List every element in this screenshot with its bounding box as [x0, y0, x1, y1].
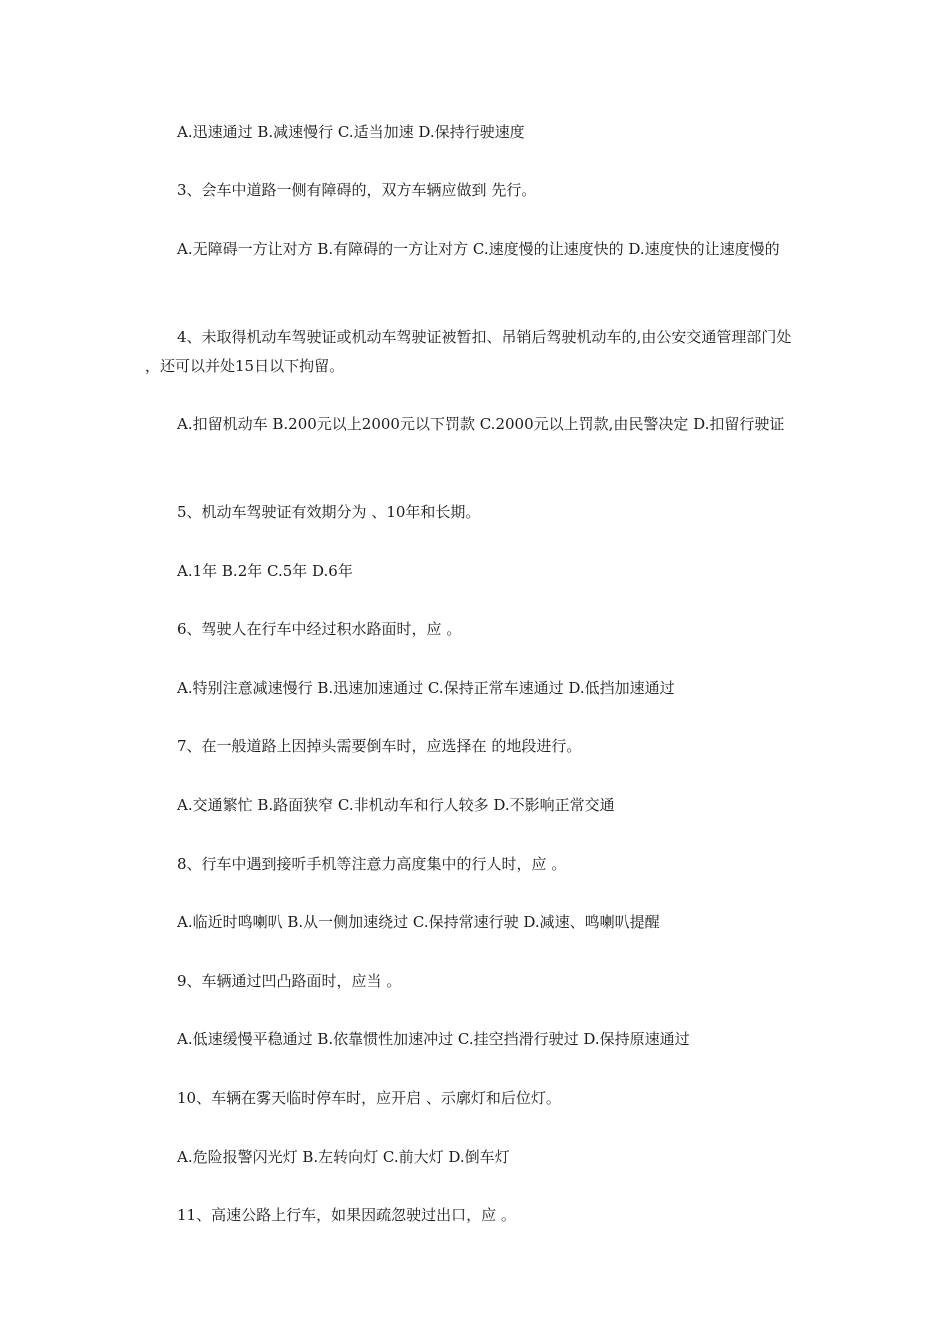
answer-options-q7: A.交通繁忙 B.路面狭窄 C.非机动车和行人较多 D.不影响正常交通: [177, 796, 615, 814]
question-11: 11、高速公路上行车，如果因疏忽驶过出口，应 。: [177, 1206, 516, 1224]
question-3: 3、会车中道路一侧有障碍的，双方车辆应做到 先行。: [177, 181, 537, 199]
answer-options-q6: A.特别注意减速慢行 B.迅速加速通过 C.保持正常车速通过 D.低挡加速通过: [177, 679, 675, 697]
answer-options-q5: A.1年 B.2年 C.5年 D.6年: [177, 562, 353, 580]
answer-options-q2: A.迅速通过 B.减速慢行 C.适当加速 D.保持行驶速度: [177, 123, 525, 141]
question-10: 10、车辆在雾天临时停车时，应开启 、示廓灯和后位灯。: [177, 1089, 561, 1107]
question-4: 4、未取得机动车驾驶证或机动车驾驶证被暂扣、吊销后驾驶机动车的,由公安交通管理部门处 ，还可以并处15日以下拘留。: [145, 328, 792, 375]
answer-options-q4: A.扣留机动车 B.200元以上2000元以下罚款 C.2000元以上罚款,由民警决定 D.扣留行驶证: [177, 415, 785, 433]
question-5: 5、机动车驾驶证有效期分为 、10年和长期。: [177, 503, 481, 521]
question-9: 9、车辆通过凹凸路面时，应当 。: [177, 972, 402, 990]
answer-options-q10: A.危险报警闪光灯 B.左转向灯 C.前大灯 D.倒车灯: [177, 1148, 510, 1166]
answer-options-q9: A.低速缓慢平稳通过 B.依靠惯性加速冲过 C.挂空挡滑行驶过 D.保持原速通过: [177, 1030, 690, 1048]
question-7: 7、在一般道路上因掉头需要倒车时，应选择在 的地段进行。: [177, 737, 582, 755]
question-6: 6、驾驶人在行车中经过积水路面时，应 。: [177, 620, 462, 638]
answer-options-q3: A.无障碍一方让对方 B.有障碍的一方让对方 C.速度慢的让速度快的 D.速度快的让速度慢的: [177, 240, 780, 258]
answer-options-q8: A.临近时鸣喇叭 B.从一侧加速绕过 C.保持常速行驶 D.减速、鸣喇叭提醒: [177, 913, 660, 931]
question-8: 8、行车中遇到接听手机等注意力高度集中的行人时，应 。: [177, 855, 567, 873]
